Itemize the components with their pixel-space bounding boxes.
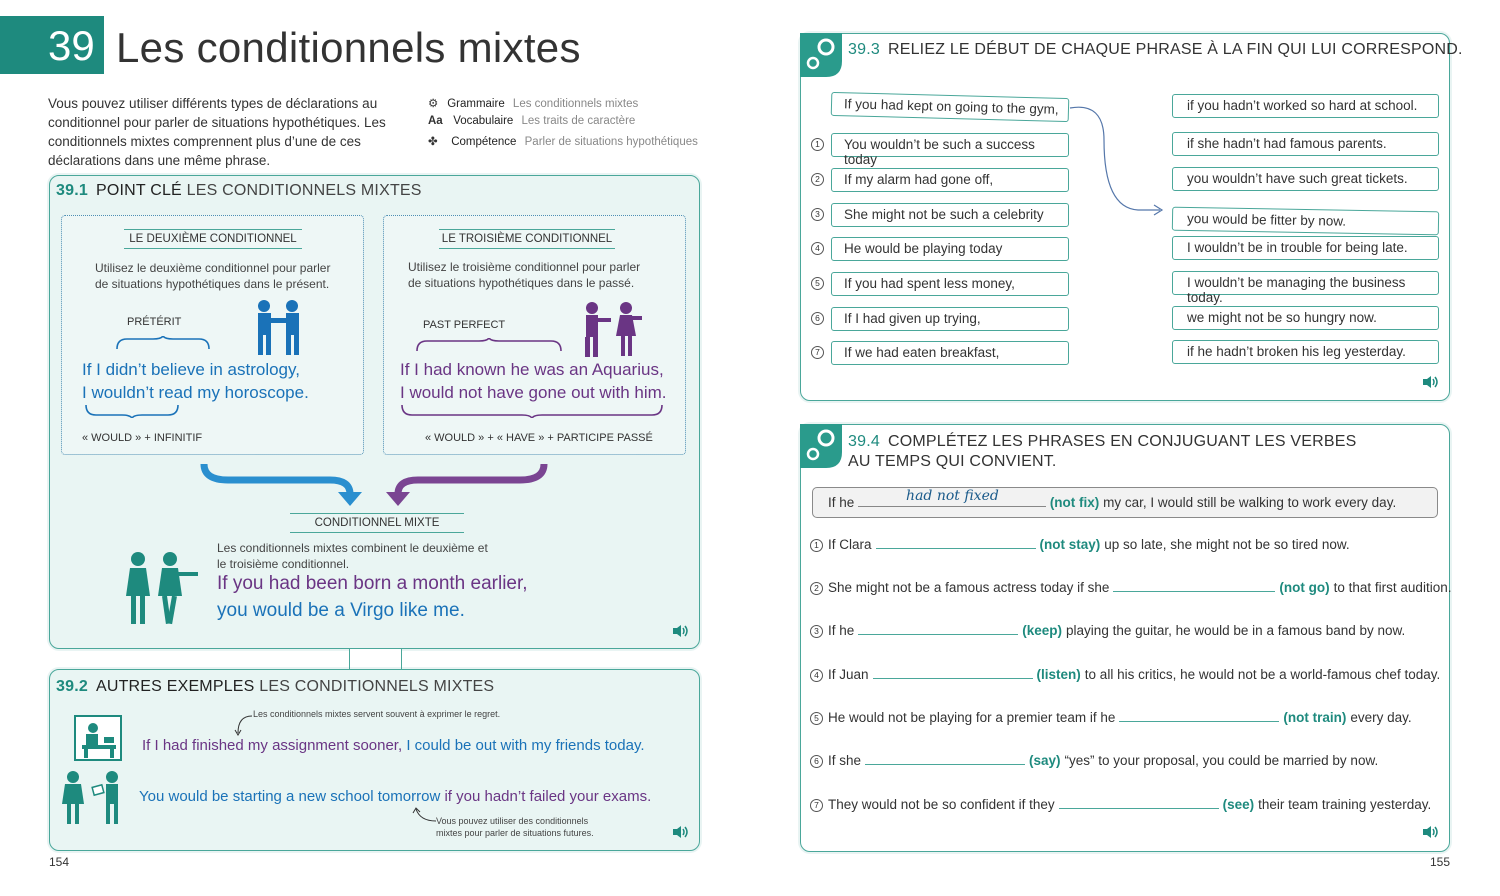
answer-blank[interactable] xyxy=(873,667,1033,679)
mixed-conditional-title: CONDITIONNEL MIXTE xyxy=(290,513,464,533)
item-number-badge: 1 xyxy=(811,138,824,151)
match-left-item[interactable]: He would be playing today xyxy=(831,237,1069,261)
aa-icon: Aa xyxy=(428,115,443,127)
example-sentence: If he had not fixed (not fix) my car, I would still be walking to work every day. xyxy=(828,488,1397,510)
audio-speaker-icon-2[interactable] xyxy=(672,825,690,839)
match-right-item[interactable]: I wouldn’t be managing the business today. xyxy=(1172,271,1439,295)
answer-blank[interactable] xyxy=(1113,580,1275,592)
answer-blank[interactable] xyxy=(865,753,1025,765)
match-left-item[interactable]: You wouldn’t be such a success today xyxy=(831,133,1069,157)
sentence-end: up so late, she might not be so tired now. xyxy=(1104,537,1350,552)
item-number-badge: 4 xyxy=(811,242,824,255)
match-right-item[interactable]: if you hadn’t worked so hard at school. xyxy=(1172,94,1439,118)
match-right-item[interactable]: if he hadn’t broken his leg yesterday. xyxy=(1172,340,1439,364)
past-perfect-label: PAST PERFECT xyxy=(423,319,506,331)
note-arrow-2 xyxy=(410,806,438,826)
second-conditional-line2: I wouldn’t read my horoscope. xyxy=(82,383,309,402)
verb-hint: (keep) xyxy=(1022,623,1063,638)
panel-connector xyxy=(349,649,402,671)
page-title: Les conditionnels mixtes xyxy=(116,24,581,71)
sentence-start: If he xyxy=(828,623,855,638)
preterit-label: PRÉTÉRIT xyxy=(127,316,182,328)
third-conditional-desc: Utilisez le troisième conditionnel pour parler de situations hypothétiques dans le passé. xyxy=(408,260,641,290)
match-left-item[interactable]: If you had spent less money, xyxy=(831,272,1069,296)
fill-in-sentence xyxy=(828,753,1378,768)
meta-skill: ✤ Compétence Parler de situations hypothétiques xyxy=(428,136,698,148)
second-conditional-desc: Utilisez le deuxième conditionnel pour parler de situations hypothétiques dans le présent. xyxy=(95,261,331,291)
match-right-item[interactable]: I wouldn’t be in trouble for being late. xyxy=(1172,236,1439,260)
verb-hint: (say) xyxy=(1029,753,1061,768)
answer-blank[interactable] xyxy=(1059,797,1219,809)
fill-in-sentence xyxy=(828,623,1405,638)
fill-in-sentence xyxy=(828,580,1451,595)
meta-list xyxy=(428,96,718,153)
match-left-item[interactable]: If we had eaten breakfast, xyxy=(831,341,1069,365)
item-number-badge: 2 xyxy=(811,173,824,186)
sentence-end: their team training yesterday. xyxy=(1258,797,1432,812)
section-39-3-heading: 39.3 RELIEZ LE DÉBUT DE CHAQUE PHRASE À LA FIN QUI LUI CORRESPOND. xyxy=(848,41,1463,58)
audio-speaker-icon-3[interactable] xyxy=(1422,375,1440,389)
item-number-badge: 7 xyxy=(811,346,824,359)
exercise-gear-icon-2 xyxy=(800,424,842,468)
meta-grammar: ⚙ Grammaire Les conditionnels mixtes xyxy=(428,98,639,110)
regret-note: Les conditionnels mixtes servent souvent à exprimer le regret. xyxy=(253,709,501,719)
page-number-left: 154 xyxy=(49,855,70,869)
match-left-item[interactable]: If my alarm had gone off, xyxy=(831,168,1069,192)
brace-bottom-left xyxy=(84,404,180,418)
match-right-item[interactable]: you wouldn’t have such great tickets. xyxy=(1172,167,1439,191)
item-number-badge: 1 xyxy=(810,539,823,552)
verb-hint: (not train) xyxy=(1283,710,1347,725)
section-39-2-heading: 39.2 AUTRES EXEMPLES LES CONDITIONNELS MIXTES xyxy=(56,678,495,695)
verb-hint: (not stay) xyxy=(1039,537,1101,552)
item-number-badge: 3 xyxy=(811,208,824,221)
sentence-end: to all his critics, he would not be a world-famous chef today. xyxy=(1084,667,1441,682)
item-number-badge: 7 xyxy=(810,799,823,812)
verb-hint: (listen) xyxy=(1036,667,1081,682)
example-answer: had not fixed xyxy=(858,495,1046,507)
intro-text: Vous pouvez utiliser différents types de déclarations au conditionnel pour parler de situations hypothétiques. Les conditionnels mixtes comprennent plus d’une de ces déclarations dans une même phrase. xyxy=(48,96,386,168)
future-note: Vous pouvez utiliser des conditionnels mixtes pour parler de situations futures. xyxy=(436,816,594,838)
verb-hint: (not go) xyxy=(1279,580,1330,595)
item-number-badge: 6 xyxy=(811,312,824,325)
people-exchange-icon xyxy=(60,770,126,826)
sentence-start: She might not be a famous actress today if she xyxy=(828,580,1110,595)
sentence-end: playing the guitar, he would be in a famous band by now. xyxy=(1066,623,1406,638)
sentence-start: They would not be so confident if they xyxy=(828,797,1055,812)
sentence-end: “yes” to your proposal, you could be married by now. xyxy=(1064,753,1379,768)
example-regret: If I had finished my assignment sooner, I could be out with my friends today. xyxy=(142,737,645,754)
match-right-item[interactable]: if she hadn’t had famous parents. xyxy=(1172,132,1439,156)
section-39-1-heading: 39.1 POINT CLÉ LES CONDITIONNELS MIXTES xyxy=(56,182,422,199)
second-conditional-line1: If I didn’t believe in astrology, xyxy=(82,360,300,379)
item-number-badge: 5 xyxy=(810,712,823,725)
sentence-end: to that first audition. xyxy=(1333,580,1452,595)
fill-in-sentence xyxy=(828,667,1440,682)
third-conditional-title: LE TROISIÈME CONDITIONNEL xyxy=(439,229,615,249)
item-number-badge: 6 xyxy=(810,755,823,768)
sentence-start: If Clara xyxy=(828,537,872,552)
sentence-end: every day. xyxy=(1350,710,1412,725)
match-left-item[interactable]: If you had kept on going to the gym, xyxy=(831,92,1070,122)
match-left-item[interactable]: She might not be such a celebrity xyxy=(831,203,1069,227)
item-number-badge: 3 xyxy=(810,625,823,638)
brace-bottom-right xyxy=(400,404,665,418)
verb-hint: (see) xyxy=(1222,797,1255,812)
unit-number-badge xyxy=(0,16,104,74)
mixed-conditional-desc: Les conditionnels mixtes combinent le deuxième et le troisième conditionnel. xyxy=(217,541,488,571)
unit-number: 39 xyxy=(48,22,95,69)
item-number-badge: 2 xyxy=(810,582,823,595)
fill-in-sentence xyxy=(828,710,1412,725)
purple-merge-arrow xyxy=(378,460,550,508)
match-right-item[interactable]: you would be fitter by now. xyxy=(1172,207,1439,236)
sentence-start: If Juan xyxy=(828,667,869,682)
brace-top-right xyxy=(415,338,563,352)
exercise-gear-icon xyxy=(800,33,842,77)
sentence-start: If she xyxy=(828,753,862,768)
match-answer-arrow xyxy=(1068,100,1168,216)
puzzle-icon: ✤ xyxy=(428,136,438,148)
third-conditional-formula: « WOULD » + « HAVE » + PARTICIPE PASSÉ xyxy=(425,432,653,444)
blue-merge-arrow xyxy=(198,460,370,508)
item-number-badge: 4 xyxy=(810,669,823,682)
answer-blank[interactable] xyxy=(1119,710,1279,722)
student-desk-icon xyxy=(74,715,122,761)
answer-blank[interactable] xyxy=(858,623,1018,635)
third-conditional-line1: If I had known he was an Aquarius, xyxy=(400,360,664,379)
sentence-start: He would not be playing for a premier team if he xyxy=(828,710,1116,725)
match-right-item[interactable]: we might not be so hungry now. xyxy=(1172,306,1439,330)
third-conditional-line2: I would not have gone out with him. xyxy=(400,383,667,402)
audio-speaker-icon-4[interactable] xyxy=(1422,825,1440,839)
meta-vocab: Aa Vocabulaire Les traits de caractère xyxy=(428,115,636,127)
answer-blank[interactable] xyxy=(876,537,1036,549)
match-left-item[interactable]: If I had given up trying, xyxy=(831,307,1069,331)
mixed-conditional-line1: If you had been born a month earlier, xyxy=(217,573,528,594)
mixed-conditional-line2: you would be a Virgo like me. xyxy=(217,600,465,621)
second-conditional-box xyxy=(61,215,364,455)
section-39-4-heading: 39.4 COMPLÉTEZ LES PHRASES EN CONJUGUANT LES VERBES AU TEMPS QUI CONVIENT. xyxy=(848,433,1357,470)
page-number-right: 155 xyxy=(1430,855,1451,869)
item-number-badge: 5 xyxy=(811,277,824,290)
brace-top-left xyxy=(115,336,211,350)
couple-pointing-icon xyxy=(124,550,204,628)
fill-in-sentence xyxy=(828,797,1431,812)
gear-icon: ⚙ xyxy=(428,98,439,110)
audio-speaker-icon[interactable] xyxy=(672,624,690,638)
second-conditional-title: LE DEUXIÈME CONDITIONNEL xyxy=(124,229,302,249)
couple-arguing-icon xyxy=(578,300,644,360)
example-future: You would be starting a new school tomorrow if you hadn’t failed your exams. xyxy=(139,788,652,805)
second-conditional-formula: « WOULD » + INFINITIF xyxy=(82,432,203,444)
fill-in-sentence xyxy=(828,537,1350,552)
people-handshake-icon xyxy=(250,298,306,358)
